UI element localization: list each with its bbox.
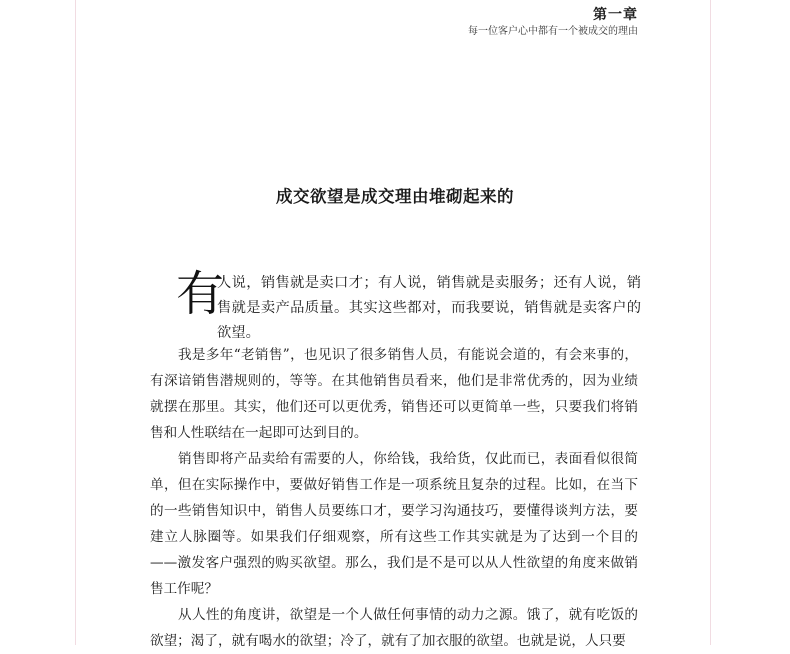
body-text [150, 342, 638, 654]
running-header [468, 6, 638, 39]
chapter-title: 第一章 [593, 7, 638, 23]
body-paragraph: 从人性的角度讲，欲望是一个人做任何事情的动力之源。饿了，就有吃饭的欲望；渴了，就有喝水的欲望；冷了，就有了加衣服的欲望。也就是说，人只要 [150, 607, 638, 649]
lead-paragraph: 人说，销售就是卖口才；有人说，销售就是卖服务；还有人说，销售就是卖产品质量。其实这些都对，而我要说，销售就是卖客户的欲望。 [217, 275, 641, 341]
page-edge-left [75, 0, 76, 645]
section-title: 成交欲望是成交理由堆砌起来的 [276, 187, 514, 206]
drop-cap: 有 [176, 266, 225, 322]
page-edge-right [710, 0, 711, 645]
chapter-subtitle: 每一位客户心中都有一个被成交的理由 [468, 26, 638, 37]
body-paragraph: 我是多年“老销售”，也见识了很多销售人员，有能说会道的，有会来事的，有深谙销售潜规则的，等等。在其他销售员看来，他们是非常优秀的，因为业绩就摆在那里。其实，他们还可以更优秀，销售还可以更简单一些，只要我们将销售和人性联结在一起即可达到目的。 [150, 347, 638, 441]
body-paragraph: 销售即将产品卖给有需要的人，你给钱，我给货，仅此而已，表面看似很简单，但在实际操作中，要做好销售工作是一项系统且复杂的过程。比如，在当下的一些销售知识中，销售人员要练口才，要学习沟通技巧，要懂得谈判方法，要建立人脉圈等。如果我们仔细观察，所有这些工作其实就是为了达到一个目的——激发客户强烈的购买欲望。那么，我们是不是可以从人性欲望的角度来做销售工作呢？ [150, 451, 638, 597]
